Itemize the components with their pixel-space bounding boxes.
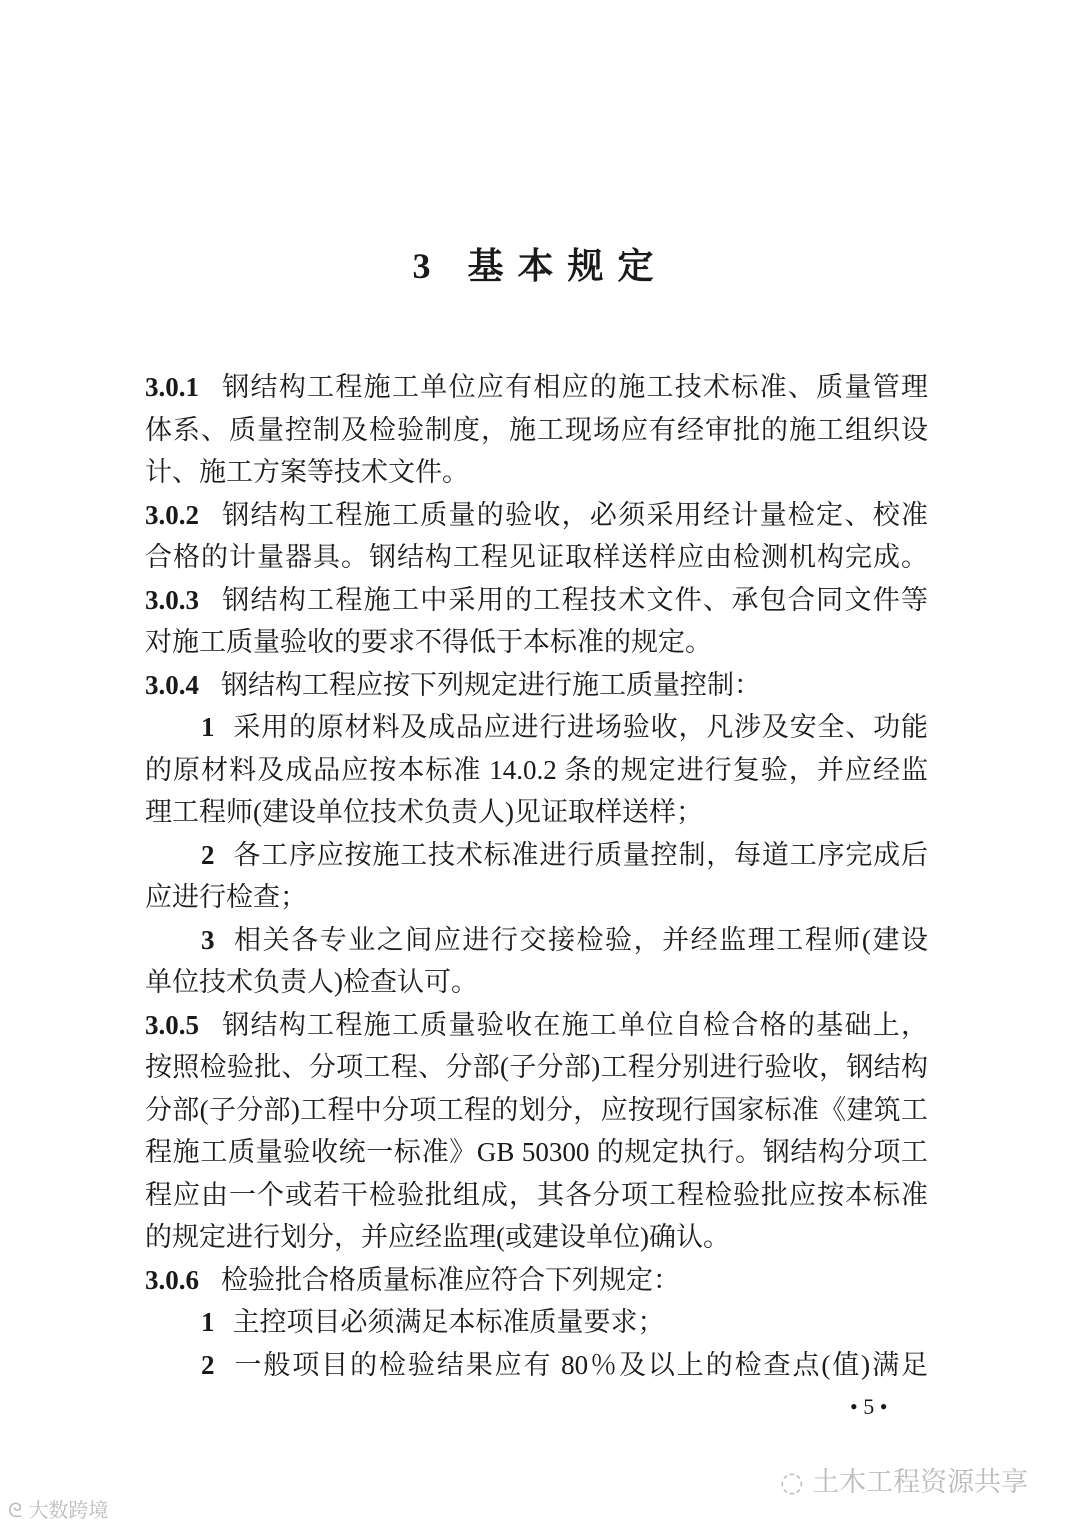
watermark-text: 土木工程资源共享 [812, 1467, 1029, 1498]
text-line [145, 366, 928, 409]
clause-number: 3.0.4 [145, 669, 199, 700]
wechat-watermark [780, 1460, 1028, 1499]
page-number: • 5 • [850, 1394, 888, 1419]
clause-text: 分部(子分部)工程中分项工程的划分，应按现行国家标准《建筑工 [145, 1094, 928, 1125]
text-line [145, 1089, 928, 1132]
clause-text: 钢结构工程应按下列规定进行施工质量控制： [221, 669, 761, 700]
clause-text: 钢结构工程施工单位应有相应的施工技术标准、质量管理 [221, 372, 928, 402]
text-line [145, 536, 928, 579]
text-line [201, 1344, 928, 1387]
text-line [201, 706, 928, 749]
clause-text: 合格的计量器具。钢结构工程见证取样送样应由检测机构完成。 [145, 542, 928, 572]
clause-number: 3 [201, 924, 215, 955]
text-line [145, 1216, 928, 1259]
clause-text: 检验批合格质量标准应符合下列规定： [221, 1264, 680, 1295]
text-line [145, 621, 928, 664]
text-line [145, 579, 928, 622]
clause-number: 3.0.2 [145, 499, 199, 530]
corner-watermark [8, 1494, 108, 1523]
text-line [201, 1301, 928, 1344]
text-line [201, 919, 928, 962]
text-line [145, 451, 928, 494]
clause-text: 钢结构工程施工质量验收在施工单位自检合格的基础上， [221, 1009, 928, 1040]
clause-text: 单位技术负责人)检查认可。 [145, 967, 478, 997]
text-line [145, 1174, 928, 1217]
clause-text: 钢结构工程施工质量的验收，必须采用经计量检定、校准 [221, 499, 928, 530]
clause-text: 一般项目的检验结果应有 80％及以上的检查点(值)满足 [232, 1349, 928, 1380]
text-line [145, 749, 928, 792]
clause-number: 3.0.3 [145, 584, 199, 615]
clause-text: 各工序应按施工技术标准进行质量控制，每道工序完成后 [232, 839, 928, 870]
text-line [145, 1046, 928, 1089]
text-line [145, 1004, 928, 1047]
logo-icon: ᘓ [8, 1498, 29, 1522]
clause-number: 1 [201, 712, 215, 742]
clause-number: 2 [201, 1349, 215, 1380]
chapter-title: 3 基本规定 [412, 246, 668, 286]
clause-text: 理工程师(建设单位技术负责人)见证取样送样； [145, 797, 703, 827]
clause-text: 程应由一个或若干检验批组成，其各分项工程检验批应按本标准 [145, 1179, 928, 1210]
text-line [145, 791, 928, 834]
clause-text: 钢结构工程施工中采用的工程技术文件、承包合同文件等 [221, 584, 928, 615]
wechat-icon: ◌ [780, 1467, 813, 1498]
clause-text: 按照检验批、分项工程、分部(子分部)工程分别进行验收，钢结构 [145, 1052, 928, 1082]
text-line [145, 961, 928, 1004]
text-line [145, 664, 928, 707]
text-line [145, 1259, 928, 1302]
clause-text: 的规定进行划分，并应经监理(或建设单位)确认。 [145, 1222, 730, 1252]
clause-text: 应进行检查； [145, 882, 307, 912]
clause-number: 3.0.1 [145, 372, 199, 402]
clause-text: 体系、质量控制及检验制度，施工现场应有经审批的施工组织设 [145, 414, 928, 445]
text-line [145, 494, 928, 537]
clause-text: 对施工质量验收的要求不得低于本标准的规定。 [145, 627, 712, 657]
watermark-text: 大数跨境 [28, 1498, 109, 1522]
text-line [145, 876, 928, 919]
text-line [201, 834, 928, 877]
text-line [145, 409, 928, 452]
text-line [145, 1131, 928, 1174]
clause-text: 采用的原材料及成品应进行进场验收，凡涉及安全、功能 [232, 712, 928, 742]
clause-text: 主控项目必须满足本标准质量要求； [232, 1307, 665, 1337]
clause-text: 的原材料及成品应按本标准 14.0.2 条的规定进行复验，并应经监 [145, 754, 928, 785]
clause-number: 3.0.5 [145, 1009, 199, 1040]
clause-number: 2 [201, 839, 215, 870]
clause-text: 相关各专业之间应进行交接检验，并经监理工程师(建设 [232, 924, 928, 955]
clause-number: 3.0.6 [145, 1264, 199, 1295]
clause-text: 程施工质量验收统一标准》GB 50300 的规定执行。钢结构分项工 [145, 1137, 928, 1167]
clause-number: 1 [201, 1307, 215, 1337]
clause-text: 计、施工方案等技术文件。 [145, 457, 469, 487]
